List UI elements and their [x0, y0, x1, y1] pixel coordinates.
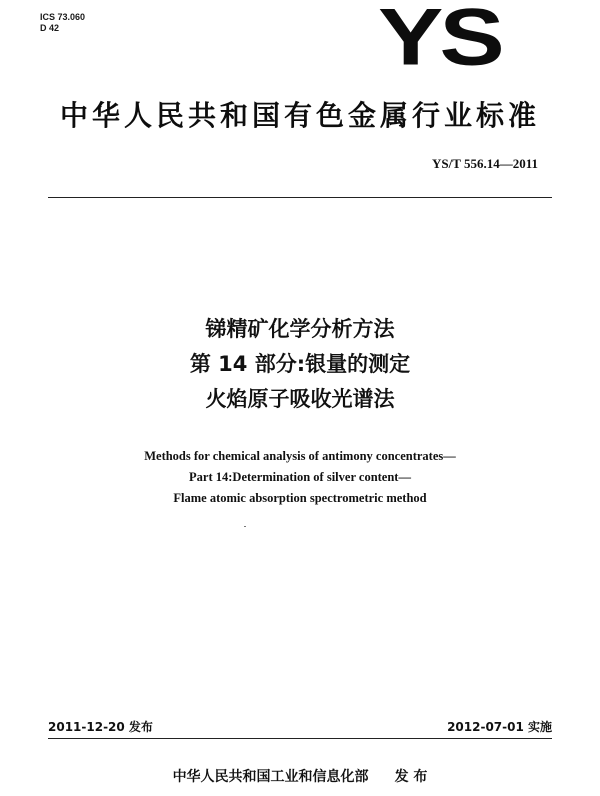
issuer-action: 发 布	[394, 769, 428, 785]
ics-code: ICS 73.060	[40, 12, 86, 22]
classification-codes	[40, 12, 85, 34]
issue-date: 2011-12-20 发布	[48, 720, 153, 734]
org-title: 中华人民共和国有色金属行业标准	[59, 99, 540, 132]
footer-divider	[48, 738, 552, 739]
english-title	[0, 446, 600, 509]
implementation-date: 2012-07-01 实施	[447, 720, 552, 734]
chinese-title-line-2: 第 14 部分:银量的测定	[189, 352, 411, 376]
chinese-title-line-1: 锑精矿化学分析方法	[205, 317, 395, 341]
header-divider	[48, 197, 552, 198]
ccs-code: D 42	[40, 23, 60, 33]
ys-logo: YS	[378, 0, 501, 82]
english-title-line-2: Part 14:Determination of silver content—	[189, 470, 411, 484]
chinese-title-line-3: 火焰原子吸收光谱法	[205, 387, 395, 411]
english-title-line-3: Flame atomic absorption spectrometric method	[173, 491, 427, 505]
scan-speck	[244, 526, 246, 527]
english-title-line-1: Methods for chemical analysis of antimony concentrates—	[144, 449, 456, 463]
standard-number: YS/T 556.14—2011	[432, 156, 538, 171]
chinese-title	[0, 312, 600, 417]
issuer	[0, 766, 600, 786]
issuer-name: 中华人民共和国工业和信息化部	[172, 769, 369, 785]
